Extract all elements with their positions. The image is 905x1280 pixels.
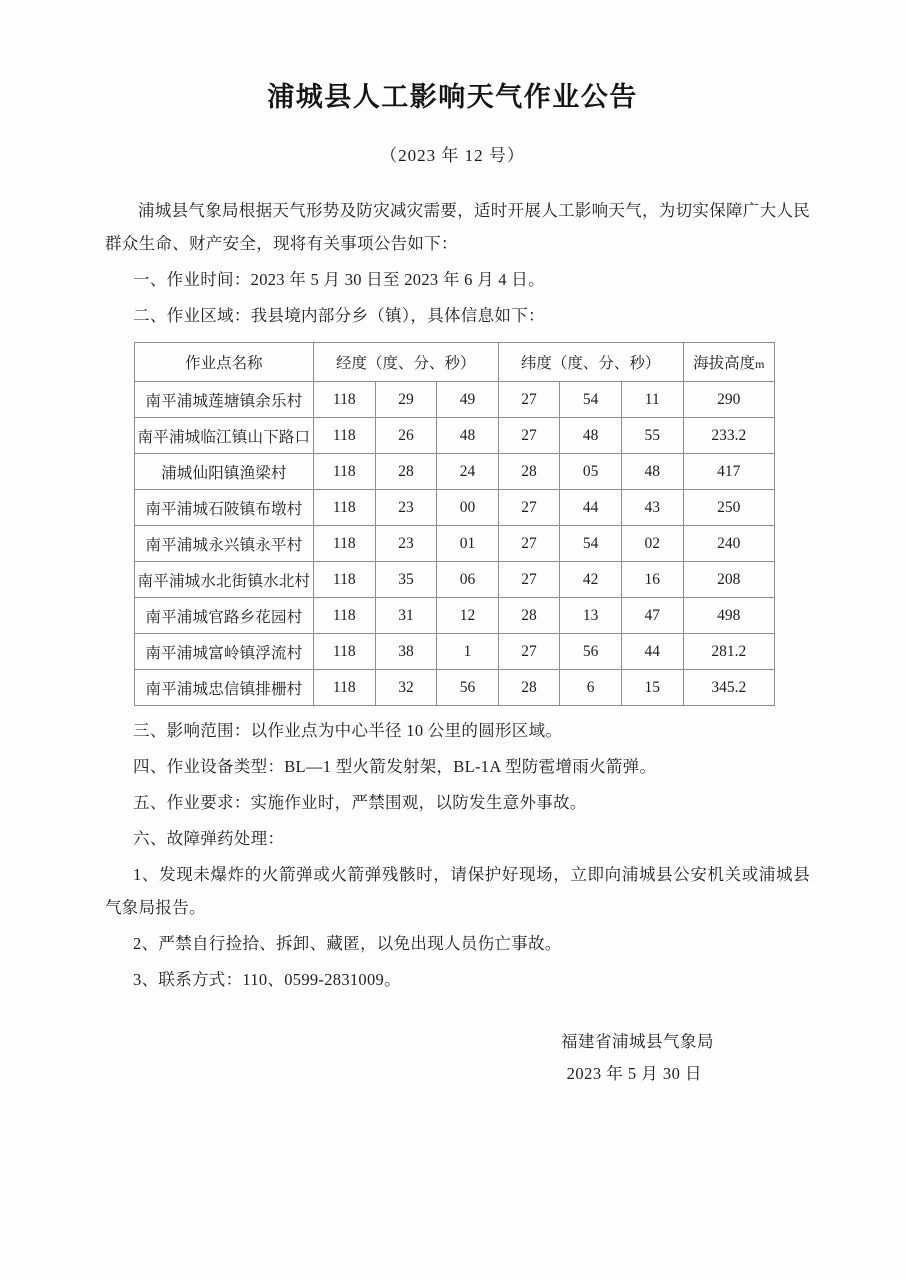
table-cell-alt: 208	[683, 562, 774, 598]
table-cell-lon_m: 23	[375, 490, 436, 526]
table-cell-lon_m: 32	[375, 670, 436, 706]
table-header-row	[135, 343, 775, 382]
table-cell-lon_d: 118	[313, 382, 375, 418]
table-cell-lat_m: 05	[560, 454, 622, 490]
table-cell-name: 南平浦城莲塘镇余乐村	[135, 382, 314, 418]
table-cell-name: 南平浦城官路乡花园村	[135, 598, 314, 634]
table-cell-alt: 290	[683, 382, 774, 418]
table-cell-lon_m: 23	[375, 526, 436, 562]
table-header-longitude: 经度（度、分、秒）	[313, 343, 498, 382]
signature-department: 福建省浦城县气象局	[561, 1032, 714, 1052]
table-cell-lon_d: 118	[313, 562, 375, 598]
table-cell-lat_d: 27	[498, 562, 560, 598]
section-3-impact-range: 三、影响范围：以作业点为中心半径 10 公里的圆形区域。	[133, 721, 563, 741]
table-cell-alt: 498	[683, 598, 774, 634]
table-row	[135, 670, 775, 706]
table-cell-lat_m: 56	[560, 634, 622, 670]
table-row	[135, 562, 775, 598]
table-cell-lat_m: 42	[560, 562, 622, 598]
table-cell-lat_d: 27	[498, 382, 560, 418]
table-header-latitude: 纬度（度、分、秒）	[498, 343, 683, 382]
table-cell-alt: 240	[683, 526, 774, 562]
table-cell-lon_d: 118	[313, 634, 375, 670]
table-row	[135, 598, 775, 634]
table-cell-alt: 250	[683, 490, 774, 526]
section-2-operation-area: 二、作业区域：我县境内部分乡（镇），具体信息如下：	[133, 306, 545, 326]
item-2-prohibition: 2、严禁自行捡拾、拆卸、藏匿，以免出现人员伤亡事故。	[133, 934, 562, 954]
item-3-contact: 3、联系方式：110、0599-2831009。	[133, 970, 401, 990]
table-cell-lon_d: 118	[313, 670, 375, 706]
intro-paragraph: 浦城县气象局根据天气形势及防灾减灾需要，适时开展人工影响天气，为切实保障广大人民群众生命、财产安全，现将有关事项公告如下：	[105, 201, 810, 254]
table-cell-lon_d: 118	[313, 454, 375, 490]
table-cell-lat_m: 54	[560, 382, 622, 418]
table-cell-lat_s: 15	[621, 670, 683, 706]
document-body	[0, 194, 905, 1090]
table-cell-name: 南平浦城忠信镇排栅村	[135, 670, 314, 706]
table-cell-lon_s: 56	[437, 670, 499, 706]
table-cell-lon_m: 28	[375, 454, 436, 490]
table-cell-lat_m: 54	[560, 526, 622, 562]
table-cell-alt: 417	[683, 454, 774, 490]
table-cell-lat_m: 6	[560, 670, 622, 706]
table-cell-lon_d: 118	[313, 418, 375, 454]
table-cell-lon_s: 24	[437, 454, 499, 490]
table-cell-name: 南平浦城临江镇山下路口	[135, 418, 314, 454]
altitude-unit: m	[755, 357, 765, 372]
table-cell-alt: 345.2	[683, 670, 774, 706]
table-cell-lon_s: 1	[437, 634, 499, 670]
document-number: （2023 年 12 号）	[380, 146, 525, 166]
table-cell-name: 南平浦城水北街镇水北村	[135, 562, 314, 598]
table-cell-name: 浦城仙阳镇渔梁村	[135, 454, 314, 490]
table-cell-lon_s: 06	[437, 562, 499, 598]
table-cell-name: 南平浦城石陂镇布墩村	[135, 490, 314, 526]
table-cell-lon_m: 26	[375, 418, 436, 454]
table-cell-lat_m: 13	[560, 598, 622, 634]
table-cell-name: 南平浦城永兴镇永平村	[135, 526, 314, 562]
table-header-name: 作业点名称	[135, 343, 314, 382]
table-body	[135, 382, 775, 706]
table-header-altitude	[683, 343, 774, 382]
section-4-equipment-type: 四、作业设备类型：BL—1 型火箭发射架，BL-1A 型防雹增雨火箭弹。	[133, 757, 657, 777]
section-5-operation-requirements: 五、作业要求：实施作业时，严禁围观，以防发生意外事故。	[133, 793, 587, 813]
table-cell-alt: 233.2	[683, 418, 774, 454]
table-row	[135, 382, 775, 418]
table-cell-alt: 281.2	[683, 634, 774, 670]
table-cell-lat_s: 55	[621, 418, 683, 454]
table-head	[135, 343, 775, 382]
table-cell-lat_s: 16	[621, 562, 683, 598]
table-cell-lon_d: 118	[313, 490, 375, 526]
table-cell-lon_m: 29	[375, 382, 436, 418]
table-cell-lon_m: 31	[375, 598, 436, 634]
table-cell-lat_d: 28	[498, 670, 560, 706]
section-1-operation-time: 一、作业时间：2023 年 5 月 30 日至 2023 年 6 月 4 日。	[133, 270, 545, 290]
table-cell-lat_s: 11	[621, 382, 683, 418]
altitude-label: 海拔高度	[693, 355, 756, 373]
table-cell-lon_m: 38	[375, 634, 436, 670]
table-cell-lat_d: 28	[498, 598, 560, 634]
table-cell-lat_d: 27	[498, 526, 560, 562]
table-row	[135, 490, 775, 526]
table-cell-lat_s: 43	[621, 490, 683, 526]
operation-points-table-wrapper	[105, 342, 810, 706]
table-cell-lat_s: 02	[621, 526, 683, 562]
page-title: 浦城县人工影响天气作业公告	[267, 82, 638, 112]
table-cell-lon_m: 35	[375, 562, 436, 598]
signature-block	[105, 1026, 810, 1090]
table-row	[135, 634, 775, 670]
table-row	[135, 418, 775, 454]
table-cell-lon_d: 118	[313, 598, 375, 634]
table-row	[135, 454, 775, 490]
table-cell-name: 南平浦城富岭镇浮流村	[135, 634, 314, 670]
operation-points-table	[134, 342, 775, 706]
table-cell-lat_m: 44	[560, 490, 622, 526]
table-cell-lon_d: 118	[313, 526, 375, 562]
item-1-unexploded-rocket: 1、发现未爆炸的火箭弹或火箭弹残骸时，请保护好现场，立即向浦城县公安机关或浦城县气象局报告。	[105, 865, 810, 918]
table-cell-lat_d: 28	[498, 454, 560, 490]
table-cell-lon_s: 49	[437, 382, 499, 418]
signature-date: 2023 年 5 月 30 日	[566, 1064, 702, 1084]
table-cell-lat_m: 48	[560, 418, 622, 454]
table-cell-lon_s: 12	[437, 598, 499, 634]
table-cell-lat_d: 27	[498, 490, 560, 526]
table-cell-lat_s: 47	[621, 598, 683, 634]
table-cell-lat_s: 48	[621, 454, 683, 490]
table-cell-lon_s: 48	[437, 418, 499, 454]
table-cell-lat_s: 44	[621, 634, 683, 670]
table-cell-lon_s: 00	[437, 490, 499, 526]
table-cell-lon_s: 01	[437, 526, 499, 562]
table-cell-lat_d: 27	[498, 418, 560, 454]
section-6-faulty-ammunition: 六、故障弹药处理：	[133, 829, 285, 849]
table-cell-lat_d: 27	[498, 634, 560, 670]
table-row	[135, 526, 775, 562]
